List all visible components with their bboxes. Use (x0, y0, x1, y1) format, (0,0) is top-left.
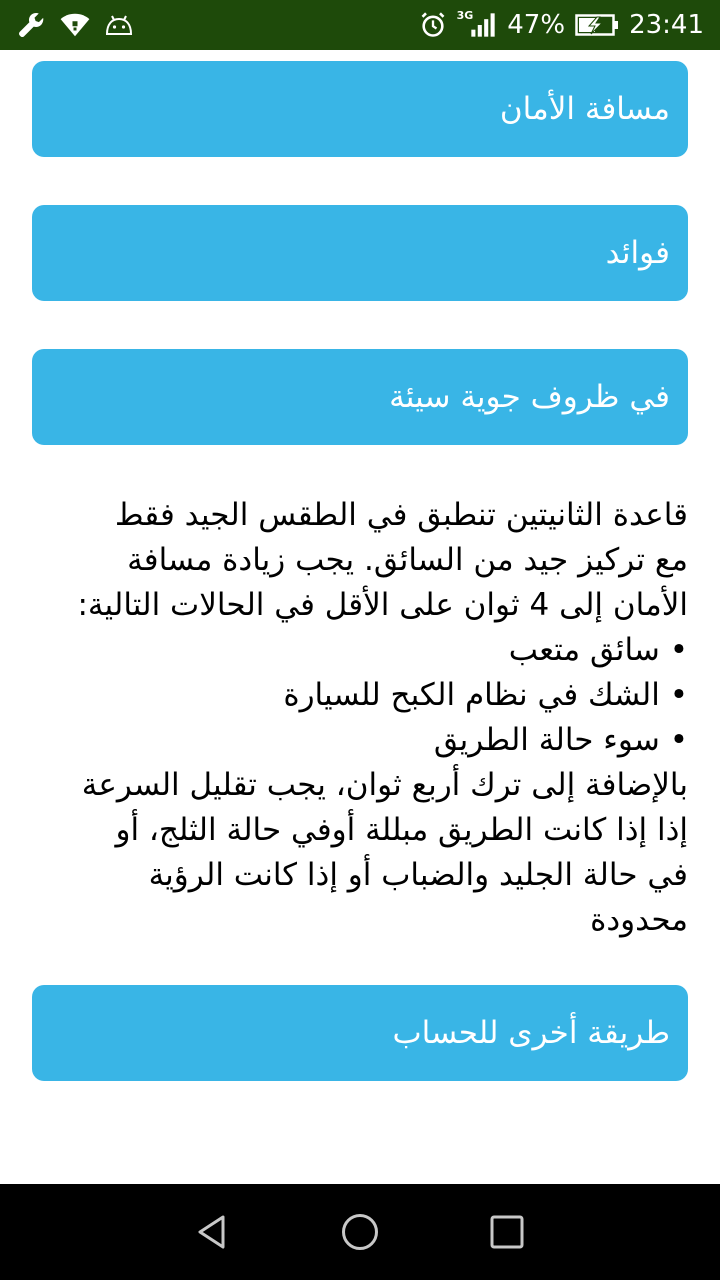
status-bar-right (409, 10, 704, 40)
recents-icon (487, 1212, 527, 1252)
network-type: 3G (456, 8, 474, 22)
section-button-label: طريقة أخرى للحساب (392, 1015, 670, 1051)
home-icon (338, 1210, 382, 1254)
body-line: إذا إذا كانت الطريق مبللة أوفي حالة الثلج، أو (115, 812, 688, 848)
clock: 23:41 (629, 10, 704, 40)
section-button-label: في ظروف جوية سيئة (389, 379, 670, 415)
status-bar-left (16, 10, 148, 40)
body-line: بالإضافة إلى ترك أربع ثوان، يجب تقليل السرعة (81, 767, 688, 803)
back-icon (193, 1212, 233, 1252)
body-line: • سائق متعب (508, 632, 688, 668)
content-scroll-area[interactable] (0, 50, 720, 1184)
back-button[interactable] (173, 1192, 253, 1272)
body-line: • سوء حالة الطريق (433, 722, 688, 758)
wrench-icon (16, 10, 46, 40)
alarm-icon (419, 11, 447, 39)
navigation-bar (0, 1184, 720, 1280)
body-line: قاعدة الثانيتين تنطبق في الطقس الجيد فقط (114, 497, 688, 533)
home-button[interactable] (320, 1192, 400, 1272)
battery-charging-icon (575, 13, 619, 37)
android-icon (104, 14, 134, 36)
body-line: • الشك في نظام الكبح للسيارة (283, 677, 688, 713)
section-button-safe-distance[interactable] (32, 61, 688, 157)
battery-percent: 47% (507, 10, 566, 40)
signal-icon (456, 8, 498, 39)
status-bar (0, 0, 720, 50)
body-line: الأمان إلى 4 ثوان على الأقل في الحالات التالية: (77, 587, 688, 623)
recents-button[interactable] (467, 1192, 547, 1272)
section-body-text (32, 493, 688, 943)
section-button-label: مسافة الأمان (499, 91, 670, 127)
body-line: في حالة الجليد والضباب أو إذا كانت الرؤية (148, 857, 688, 893)
wifi-question-icon (60, 10, 90, 40)
body-line: مع تركيز جيد من السائق. يجب زيادة مسافة (127, 542, 688, 578)
section-button-benefits[interactable] (32, 205, 688, 301)
section-button-other-method[interactable] (32, 985, 688, 1081)
body-line: محدودة (590, 902, 688, 938)
section-button-label: فوائد (605, 235, 670, 271)
section-button-bad-weather[interactable] (32, 349, 688, 445)
